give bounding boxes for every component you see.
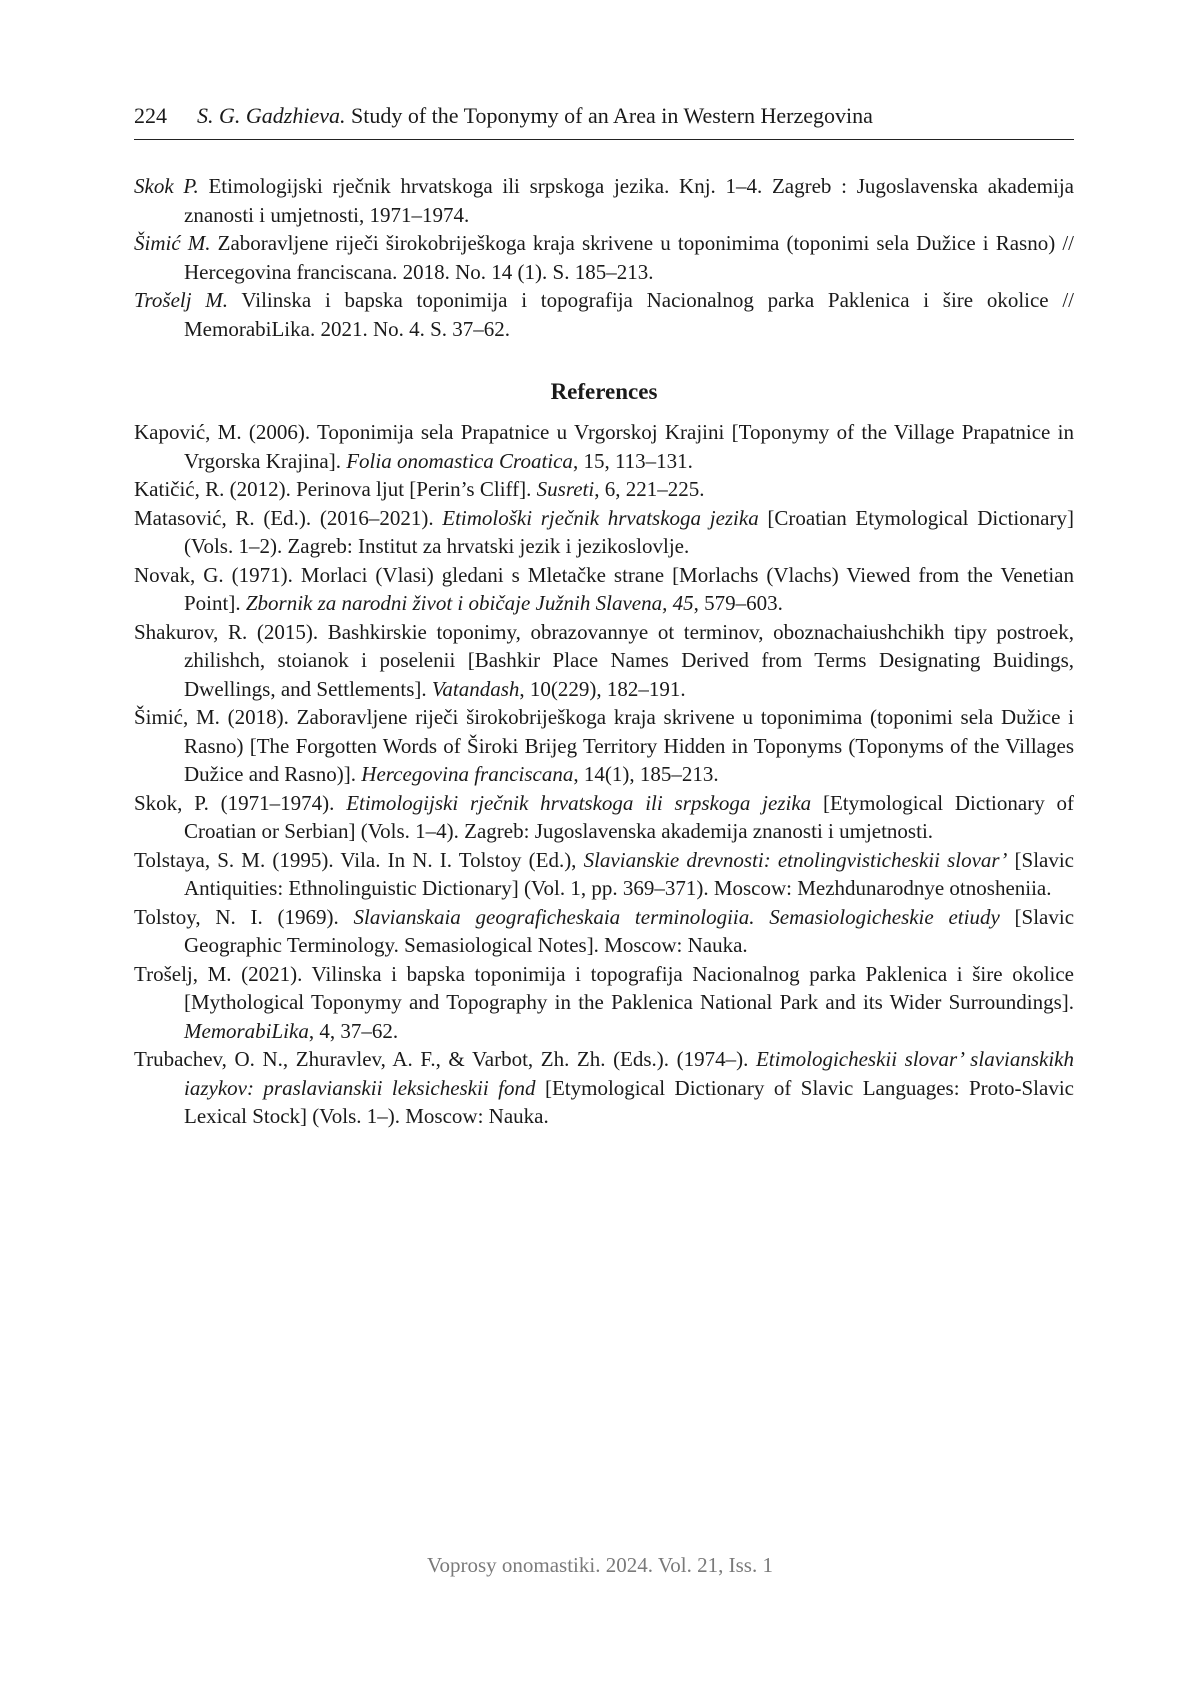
reference-text: , 579–603.	[693, 591, 783, 615]
reference-entry	[134, 561, 1074, 618]
header-author: S. G. Gadzhieva.	[197, 103, 346, 128]
reference-entry	[134, 286, 1074, 343]
running-header	[134, 103, 1074, 140]
journal-footer: Voprosy onomastiki. 2024. Vol. 21, Iss. 1	[427, 1553, 773, 1577]
page-number: 224	[134, 103, 167, 128]
reference-text: [Croatian Etymological Dictionary] (Vols. 1–2). Zagreb: Institut za hrvatski jezik i jezikoslovlje.	[184, 505, 1074, 558]
reference-italic-text: Susreti	[536, 477, 595, 501]
reference-italic-text: Skok P.	[134, 174, 199, 198]
reference-italic-text: Trošelj M.	[134, 288, 229, 312]
reference-text: [Slavic Antiquities: Ethnolinguistic Dictionary] (Vol. 1, pp. 369–371). Moscow: Mezhdunarodnye otnosheniia.	[184, 847, 1075, 900]
reference-italic-text: Folia onomastica Croatica	[346, 448, 573, 473]
reference-text: , 4, 37–62.	[308, 1018, 399, 1043]
reference-text: Skok, P. (1971–1974).	[134, 790, 347, 815]
reference-italic-text: Etimološki rječnik hrvatskoga jezika	[442, 505, 759, 530]
reference-italic-text: Slavianskie drevnosti: etnolingvisticheskii slovar’	[583, 847, 1008, 872]
reference-entry	[134, 960, 1074, 1046]
reference-entry	[134, 703, 1074, 789]
literature-list	[134, 172, 1074, 343]
reference-entry	[134, 504, 1074, 561]
reference-text: Tolstoy, N. I. (1969).	[134, 904, 354, 929]
reference-text: Vilinska i bapska toponimija i topografija Nacionalnog parka Paklenica i šire okolice // MemorabiLika. 2021. No. 4. S. 37–62.	[184, 288, 1074, 341]
reference-italic-text: Vatandash	[431, 676, 520, 701]
reference-text: Matasović, R. (Ed.). (2016–2021).	[134, 505, 443, 530]
reference-italic-text: Zbornik za narodni život i običaje Južnih Slavena, 45	[245, 591, 694, 615]
header-title: Study of the Toponymy of an Area in Western Herzegovina	[350, 103, 873, 128]
reference-text: Katičić, R. (2012). Perinova ljut [Perin’s Cliff].	[134, 477, 537, 501]
reference-text: [Etymological Dictionary of Slavic Languages: Proto-Slavic Lexical Stock] (Vols. 1–). Moscow: Nauka.	[184, 1075, 1074, 1128]
reference-entry	[134, 903, 1074, 960]
reference-text: [Slavic Geographic Terminology. Semasiological Notes]. Moscow: Nauka.	[184, 904, 1075, 957]
reference-entry	[134, 1045, 1074, 1131]
reference-italic-text: Šimić M.	[134, 231, 211, 255]
reference-italic-text: Hercegovina franciscana	[361, 762, 574, 786]
reference-text: Zaboravljene riječi širokobriješkoga kraja skrivene u toponimima (toponimi sela Dužice i Rasno) // Hercegovina franciscana. 2018. No. 14 (1). S. 185–213.	[184, 231, 1074, 284]
reference-text: Trubachev, O. N., Zhuravlev, A. F., & Varbot, Zh. Zh. (Eds.). (1974–).	[134, 1047, 756, 1071]
references-list	[134, 418, 1074, 1131]
reference-text: Tolstaya, S. M. (1995). Vila. In N. I. Tolstoy (Ed.),	[134, 847, 584, 872]
reference-entry	[134, 618, 1074, 704]
reference-entry	[134, 475, 1074, 504]
reference-text: [Etymological Dictionary of Croatian or Serbian] (Vols. 1–4). Zagreb: Jugoslavenska akademija znanosti i umjetnosti.	[184, 790, 1074, 843]
reference-entry	[134, 789, 1074, 846]
reference-text: , 6, 221–225.	[594, 477, 705, 501]
reference-text: Šimić, M. (2018). Zaboravljene riječi širokobriješkoga kraja skrivene u toponimima (toponimi sela Dužice i Rasno) [The Forgotten Words of Široki Brijeg Territory Hidden in Toponyms (Toponyms of the Villages Dužice and Rasno)].	[134, 705, 1074, 786]
reference-text: , 14(1), 185–213.	[573, 762, 719, 786]
reference-entry	[134, 418, 1074, 475]
reference-text: Trošelj, M. (2021). Vilinska i bapska toponimija i topografija Nacionalnog parka Paklenica i šire okolice [Mythological Toponymy and Topography in the Paklenica National Park and its Wider Surroundings].	[134, 961, 1074, 1014]
reference-entry	[134, 172, 1074, 229]
reference-entry	[134, 846, 1074, 903]
reference-italic-text: Etimologijski rječnik hrvatskoga ili srpskoga jezika	[346, 790, 812, 815]
reference-text: , 10(229), 182–191.	[519, 676, 686, 701]
reference-italic-text: Etimologicheskii slovar’ slavianskikh iazykov: praslavianskii leksicheskii fond	[184, 1047, 1074, 1100]
reference-text: Kapović, M. (2006). Toponimija sela Prapatnice u Vrgorskoj Krajini [Toponymy of the Village Prapatnice in Vrgorska Krajina].	[134, 420, 1074, 473]
reference-text: Novak, G. (1971). Morlaci (Vlasi) gledani s Mletačke strane [Morlachs (Vlachs) Viewed from the Venetian Point].	[134, 562, 1074, 615]
reference-text: Shakurov, R. (2015). Bashkirskie toponimy, obrazovannye ot terminov, oboznachaiushchikh tipy postroek, zhilishch, stoianok i poselenii [Bashkir Place Names Derived from Terms Designating Buidings, Dwellings, and Settlements].	[134, 619, 1074, 701]
references-heading: References	[550, 379, 658, 404]
reference-text: , 15, 113–131.	[572, 448, 693, 473]
reference-italic-text: MemorabiLika	[184, 1018, 309, 1043]
reference-text: Etimologijski rječnik hrvatskoga ili srpskoga jezika. Knj. 1–4. Zagreb : Jugoslavenska akademija znanosti i umjetnosti, 1971–1974.	[184, 174, 1075, 227]
reference-entry	[134, 229, 1074, 286]
reference-italic-text: Slavianskaia geograficheskaia terminologiia. Semasiologicheskie etiudy	[353, 904, 1000, 929]
